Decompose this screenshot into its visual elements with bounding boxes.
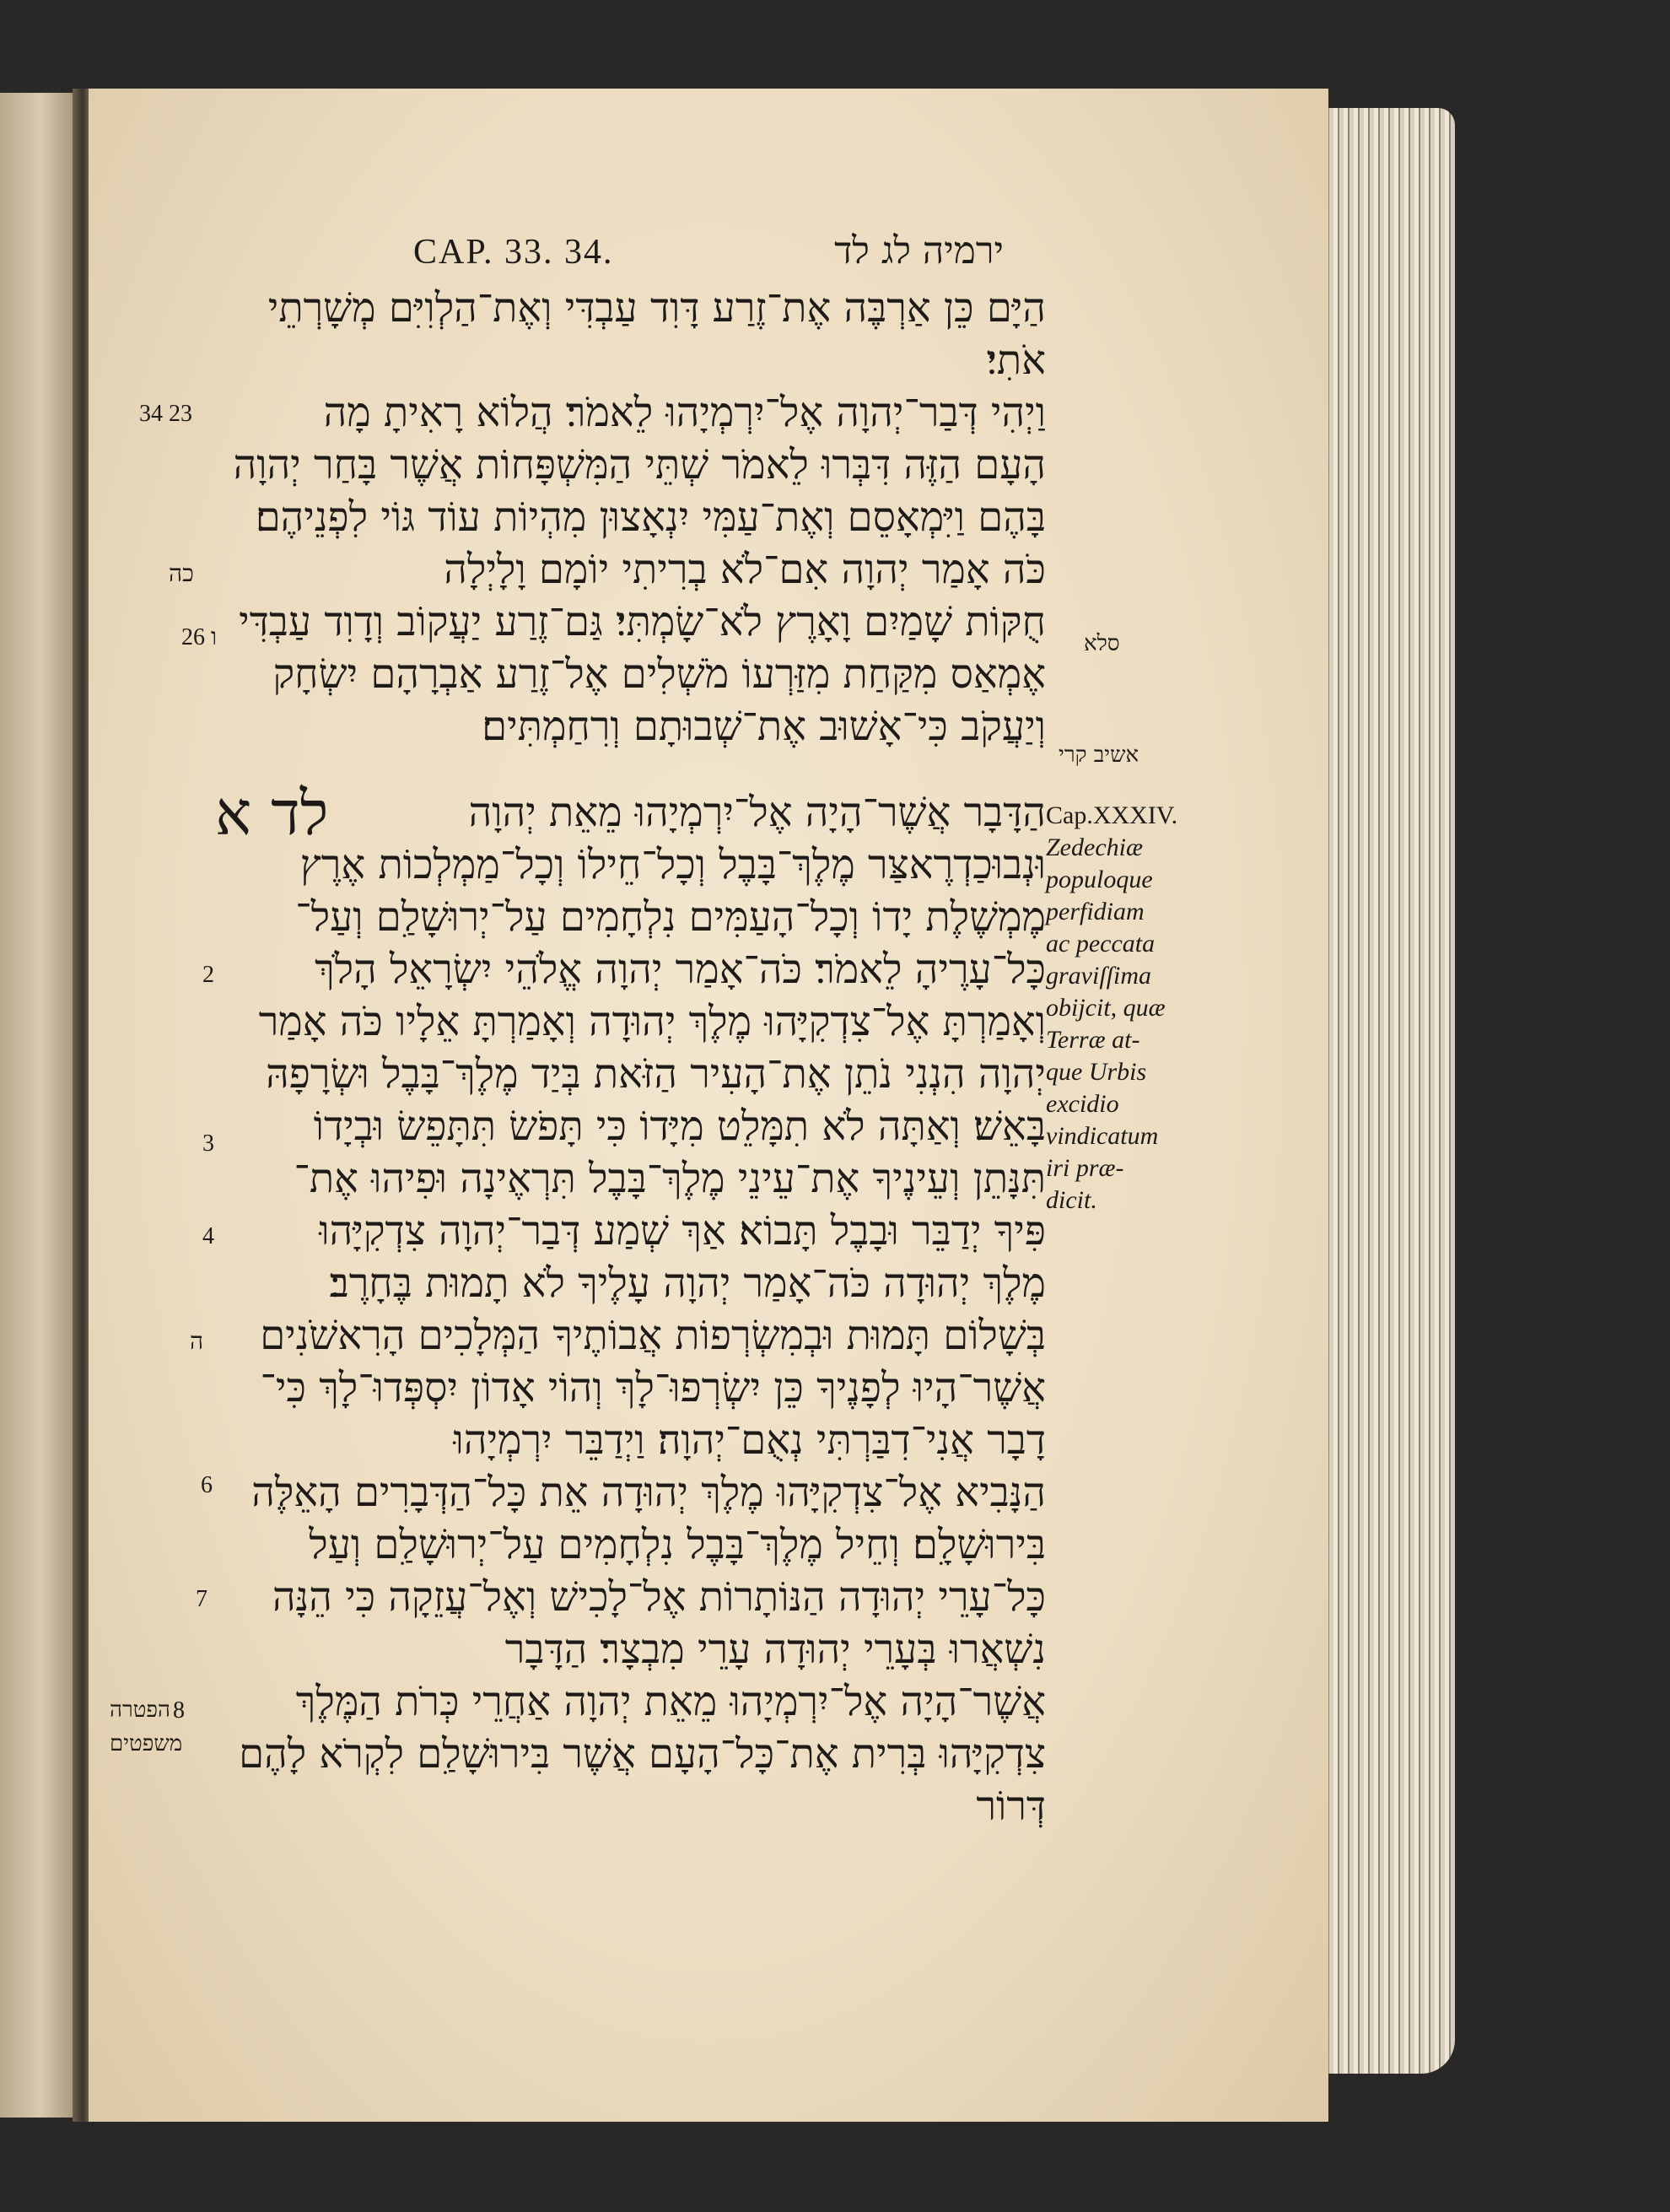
text-line: מֶמְשֶׁלֶת יָדוֹ וְכָל־הָעַמִּים נִלְחָמִים עַל־יְרוּשָׁלִַם וְעַל־ [295,893,1046,941]
side-note-line: que Urbis [1046,1058,1147,1086]
text-line: חֻקּוֹת שָׁמַיִם וָאָרֶץ לֹא־שָׂמְתִּי׃ גַּם־זֶרַע יַעֲקוֹב וְדָוִד עַבְדִּי [239,598,1046,645]
text-line: פִּיךָ יְדַבֵּר וּבָבֶל תָּבוֹא׃ אַךְ שְׁמַע דְּבַר־יְהוָה צִדְקִיָּהוּ [319,1207,1046,1254]
side-note-line: dicit. [1046,1186,1097,1214]
text-line: יְהוָה הִנְנִי נֹתֵן אֶת־הָעִיר הַזֹּאת בְּיַד מֶלֶךְ־בָּבֶל וּשְׂרָפָהּ [266,1050,1046,1098]
verse-number: 26 ו [181,624,218,650]
text-line: וְאָמַרְתָּ אֶל־צִדְקִיָּהוּ מֶלֶךְ יְהוּדָה וְאָמַרְתָּ אֵלָיו כֹּה אָמַר [258,998,1046,1045]
text-line: הַנָּבִיא אֶל־צִדְקִיָּהוּ מֶלֶךְ יְהוּדָה אֵת כָּל־הַדְּבָרִים הָאֵלֶּה [251,1469,1046,1516]
text-line: דָבָר אֲנִי־דִבַּרְתִּי נְאֻם־יְהוָה׃ וַיְדַבֵּר יִרְמְיָהוּ [453,1416,1046,1464]
running-header [413,229,1004,280]
text-line: כָּל־עָרֵי יְהוּדָה הַנּוֹתָרוֹת אֶל־לָכִישׁ וְאֶל־עֲזֵקָה כִּי הֵנָּה [272,1573,1046,1621]
text-line: אֲשֶׁר־הָיָה אֶל־יִרְמְיָהוּ מֵאֵת יְהוָה אַחֲרֵי כְּרֹת הַמֶּלֶךְ [295,1678,1046,1725]
side-note-line: iri præ- [1046,1154,1124,1182]
text-line: אֹתִי׃ [986,337,1046,384]
hebrew-text-block [194,283,1046,1970]
text-line: בָּאֵשׁ׃ וְאַתָּה לֹא תִמָּלֵט מִיָּדוֹ כִּי תָּפֹשׂ תִּתָּפֵשׂ וּבְיָדוֹ [313,1103,1046,1150]
left-page-edge [0,93,74,2118]
text-line: הַדָּבָר אֲשֶׁר־הָיָה אֶל־יִרְמְיָהוּ מֵאֵת יְהוָה [468,789,1046,836]
verse-number: 2 [202,962,214,988]
side-note-line: perfidiam [1046,898,1145,925]
header-chapter-label: CAP. 33. 34. [413,233,614,272]
verse-number: ה [190,1329,204,1355]
text-line: בְּשָׁלוֹם תָּמוּת וּבְמִשְׂרְפוֹת אֲבוֹתֶיךָ הַמְּלָכִים הָרִאשֹׁנִים [260,1312,1046,1359]
margin-note-haftara: הפטרה [110,1697,171,1723]
side-note-line: graviſſima [1046,962,1151,990]
side-note-line: obijcit, quæ [1046,994,1166,1022]
side-note-line: Zedechiæ [1046,834,1143,861]
text-line: בָּהֶם וַיִּמְאָסֵם וְאֶת־עַמִּי יִנְאָצוּן מִהְיוֹת עוֹד גּוֹי לִפְנֵיהֶם׃ [255,494,1046,541]
verse-number: 7 [196,1586,207,1612]
text-line: צִדְקִיָּהוּ בְּרִית אֶת־כָּל־הָעָם אֲשֶׁר בִּירוּשָׁלִַם לִקְרֹא לָהֶם [239,1730,1046,1778]
text-line: אֲשֶׁר־הָיוּ לְפָנֶיךָ כֵּן יִשְׂרְפוּ־לָךְ וְהוֹי אָדוֹן יִסְפְּדוּ־לָךְ כִּי־ [260,1364,1046,1411]
text-line: בִּירוּשָׁלִָם׃ וְחֵיל מֶלֶךְ־בָּבֶל נִלְחָמִים עַל־יְרוּשָׁלִַם וְעַל [309,1521,1046,1568]
margin-note-sela: סלא [1084,631,1120,656]
verse-number: 4 [202,1223,214,1249]
text-line: וַיְהִי דְּבַר־יְהוָה אֶל־יִרְמְיָהוּ לֵאמֹר׃ הֲלוֹא רָאִיתָ מָה [323,389,1046,436]
verse-number: 34 23 [139,401,192,427]
text-line: דְּרוֹר [976,1783,1046,1830]
side-note-line: populoque [1046,866,1153,893]
text-line: הַיָּם כֵּן אַרְבֶּה אֶת־זֶרַע דָּוִד עַבְדִּי וְאֶת־הַלְוִיִּם מְשָׁרְתֵי [267,284,1046,332]
side-note-line: ac peccata [1046,930,1156,958]
verse-number: 6 [201,1472,213,1498]
text-line: וּנְבוּכַדְרֶאצַּר מֶלֶךְ־בָּבֶל וְכָל־חֵילוֹ וְכָל־מַמְלְכוֹת אֶרֶץ [299,841,1046,888]
side-note-line: Cap.XXXIV. [1046,801,1178,829]
text-line: תִּנָּתֵן וְעֵינֶיךָ אֶת־עֵינֵי מֶלֶךְ־בָּבֶל תִּרְאֶינָה וּפִיהוּ אֶת־ [294,1155,1046,1202]
verse-number: כה [169,561,194,587]
verse-number: 3 [202,1130,214,1157]
margin-note-mishpatim: משפטים [110,1731,183,1756]
side-note-line: vindicatum [1046,1122,1159,1150]
side-note-line: Terræ at- [1046,1026,1140,1054]
latin-side-note [1046,800,1198,1217]
text-line: וְיַעֲקֹב כִּי־אָשׁוּב אֶת־שְׁבוּתָם וְרִחַמְתִּים׃ [482,703,1046,750]
side-note-line: excidio [1046,1090,1119,1118]
chapter-marker: לד א [215,778,329,849]
text-line: מֶלֶךְ יְהוּדָה כֹּה־אָמַר יְהוָה עָלֶיךָ לֹא תָמוּת בֶּחָרֶב׃ [329,1260,1046,1307]
verse-number: 8 [173,1697,185,1724]
text-line: נִשְׁאֲרוּ בְּעָרֵי יְהוּדָה עָרֵי מִבְצָר׃ הַדָּבָר [504,1626,1046,1673]
margin-note-kri: אשיב קרי [1059,742,1139,768]
text-line: אֶמְאַס מִקַּחַת מִזַּרְעוֹ מֹשְׁלִים אֶל־זֶרַע אַבְרָהָם יִשְׂחָק [272,650,1046,698]
text-line: הָעָם הַזֶּה דִּבְּרוּ לֵאמֹר שְׁתֵּי הַמִּשְׁפָּחוֹת אֲשֶׁר בָּחַר יְהוָה [233,441,1046,488]
header-hebrew-title: ירמיה לג לד [834,229,1004,272]
text-line: כָּל־עָרֶיהָ לֵאמֹר׃ כֹּה־אָמַר יְהוָה אֱלֹהֵי יִשְׂרָאֵל הָלֹךְ [315,946,1046,993]
text-line: כֹּה אָמַר יְהוָה אִם־לֹא בְרִיתִי יוֹמָם וָלָיְלָה [444,546,1046,593]
